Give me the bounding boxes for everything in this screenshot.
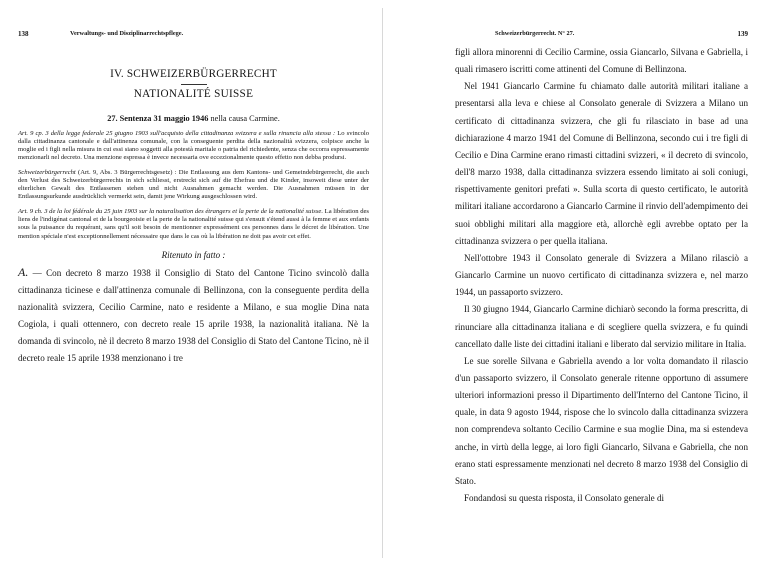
left-page-number: 138 xyxy=(18,30,29,38)
right-page xyxy=(383,0,768,563)
headnote-italian-lead: Art. 9 cp. 3 della legge federale 25 giugno 1903 sull'acquisto della cittadinanza svizzera e sulla rinuncia alla stessa : xyxy=(18,130,336,137)
body-paragraph: Le sue sorelle Silvana e Gabriella avendo a lor volta domandato il rilascio d'un passaporto svizzero, il Consolato generale ritenne opportuno di assumere ulteriori informazioni presso il Dipartimento dell'Interno del Cantone Ticino, il quale, in data 9 agosto 1944, rispose che lo svincolo dalla cittadinanza svizzera non comprendeva soltanto Cecilio Carmine e sua moglie Dina, ma si estendeva anche, in virtù della legge, ai loro figli Giancarlo, Silvana e Gabriella, che non erano stati espressamente menzionati nel decreto 8 marzo 1938 del Consiglio di Stato. xyxy=(455,355,748,486)
right-running-title: Schweizerbürgerrecht. N° 27. xyxy=(495,30,575,37)
case-heading-bold: 27. Sentenza 31 maggio 1946 xyxy=(107,114,209,123)
paragraph-a-text: — Con decreto 8 marzo 1938 il Consiglio di Stato del Cantone Ticino svincolò dalla cittadinanza ticinese e dall'attinenza comunale di Bellinzona, con la conseguente perdita della nazionalità svizzera, Cecilio Carmine, nato e residente a Milano, e sua moglie Dina nata Cogiola, i quali ottennero, con decreto reale 15 aprile 1938, la nazionalità italiana. Nè la domanda di svincolo, nè il decreto 8 marzo 1938 del Consiglio di Stato del Cantone Ticino, nè il decreto reale 15 aprile 1938 menzionano i tre xyxy=(18,267,369,364)
case-heading xyxy=(18,114,369,123)
section-title: IV. SCHWEIZERBÜRGERRECHT xyxy=(110,68,277,80)
headnote-italian-text: Lo svincolo dalla cittadinanza cantonale e dall'attinenza comunale, con la conseguente perdita della nazionalità svizzera, colpisce anche la moglie ed i figli nella misura in cui essi siano soggetti alla potestà maritale o patria del richiedente, senza che occorra espressamente menzionarli nel decreto. Una menzione espressa è invece necessaria ove eccezionalmente questo effetto non debba prodursi. xyxy=(18,130,369,162)
body-paragraph: Il 30 giugno 1944, Giancarlo Carmine dichiarò secondo la forma prescritta, di rinunciare alla cittadinanza italiana e di scegliere quella svizzera, e fu quindi cancellato dalle liste dei cittadini italiani e liberato dal servizio militare in Italia. xyxy=(455,304,748,349)
left-page xyxy=(0,0,383,563)
headnote-french xyxy=(18,208,369,240)
headnote-german-lead: Schweizerbürgerrecht xyxy=(18,169,76,177)
headnote-italian xyxy=(18,130,369,162)
right-page-body xyxy=(455,44,748,507)
left-page-header xyxy=(18,30,369,44)
headnote-german-text: (Art. 9, Abs. 3 Bürgerrechtsgesetz) : Die Entlassung aus dem Kantons- und Gemeindebürgerrecht, die auch den Verlust des Schweizerbürgerrechts in sich schliesst, erstreckt sich auf die Ehefrau und die Kinder, insoweit diese unter der elterlichen Gewalt des Entlassenen stehen und nicht Ausnahmen gemacht werden. Die Ausnahmen müssen in der Entlassungsurkunde ausdrücklich vermerkt sein, damit jene Wirkung ausgeschlossen wird. xyxy=(18,169,369,201)
body-paragraph: Fondandosi su questa risposta, il Consolato generale di xyxy=(464,493,665,504)
section-subtitle: NATIONALITÉ SUISSE xyxy=(133,88,254,100)
body-paragraph: figli allora minorenni di Cecilio Carmine, ossia Giancarlo, Silvana e Gabriella, i quali rimasero iscritti come attinenti del Comune di Bellinzona. xyxy=(455,47,748,75)
headnote-german xyxy=(18,169,369,201)
body-paragraph: Nell'ottobre 1943 il Consolato generale di Svizzera a Milano rilasciò a Giancarlo Carmine un nuovo certificato di cittadinanza svizzera e, nel marzo 1944, un passaporto svizzero. xyxy=(455,252,748,298)
right-page-header xyxy=(455,30,748,44)
headnote-french-text: La libération des liens de l'indigénat cantonal et de la bourgeoisie et la perte de la nationalité suisse qui s'ensuit s'étend aussi à la femme et aux enfants sous la puissance du requérant, sans qu'il soit besoin de mentionner expressément ces personnes dans le décret de libération. Une mention spéciale n'est exceptionnellement nécessaire que dans le cas où la libération ne doit pas avoir cet effet. xyxy=(18,208,370,240)
body-paragraph: Nel 1941 Giancarlo Carmine fu chiamato dalle autorità militari italiane a presentarsi alla leva e chiese al Consolato generale di Svizzera a Milano un certificato di cittadinanza svizzera, che gli fu rilasciato in base ad una dichiarazione 4 marzo 1941 del Comune di Bellinzona, secondo cui i tre figli di Cecilio e Dina Carmine erano rimasti cittadini svizzeri, « il decreto di svincolo, dell'8 marzo 1938, dalla cittadinanza svizzera essendo limitato ai soli coniugi, rispettivamente genitori prefati ». Sulla scorta di questo certificato, le autorità militari italiane accordarono a Giancarlo Carmine il rinvio dell'adempimento dei suoi obblighi militari alla maggiore età, allorchè egli avrebbe optato per la cittadinanza svizzera o per quella italiana. xyxy=(455,81,748,246)
paragraph-a-marker: A. xyxy=(18,264,29,279)
left-running-title: Verwaltungs- und Disziplinarrechtspflege. xyxy=(70,30,184,37)
headnote-french-lead: Art. 9 ch. 3 de la loi fédérale du 25 juin 1903 sur la naturalisation des étrangers et la perte de la nationalité suisse. xyxy=(18,208,323,216)
right-page-number: 139 xyxy=(737,30,748,38)
facts-heading: Ritenuto in fatto : xyxy=(161,249,226,260)
section-divider xyxy=(181,84,207,85)
case-heading-rest: nella causa Carmine. xyxy=(210,114,280,123)
paragraph-a xyxy=(18,264,369,368)
